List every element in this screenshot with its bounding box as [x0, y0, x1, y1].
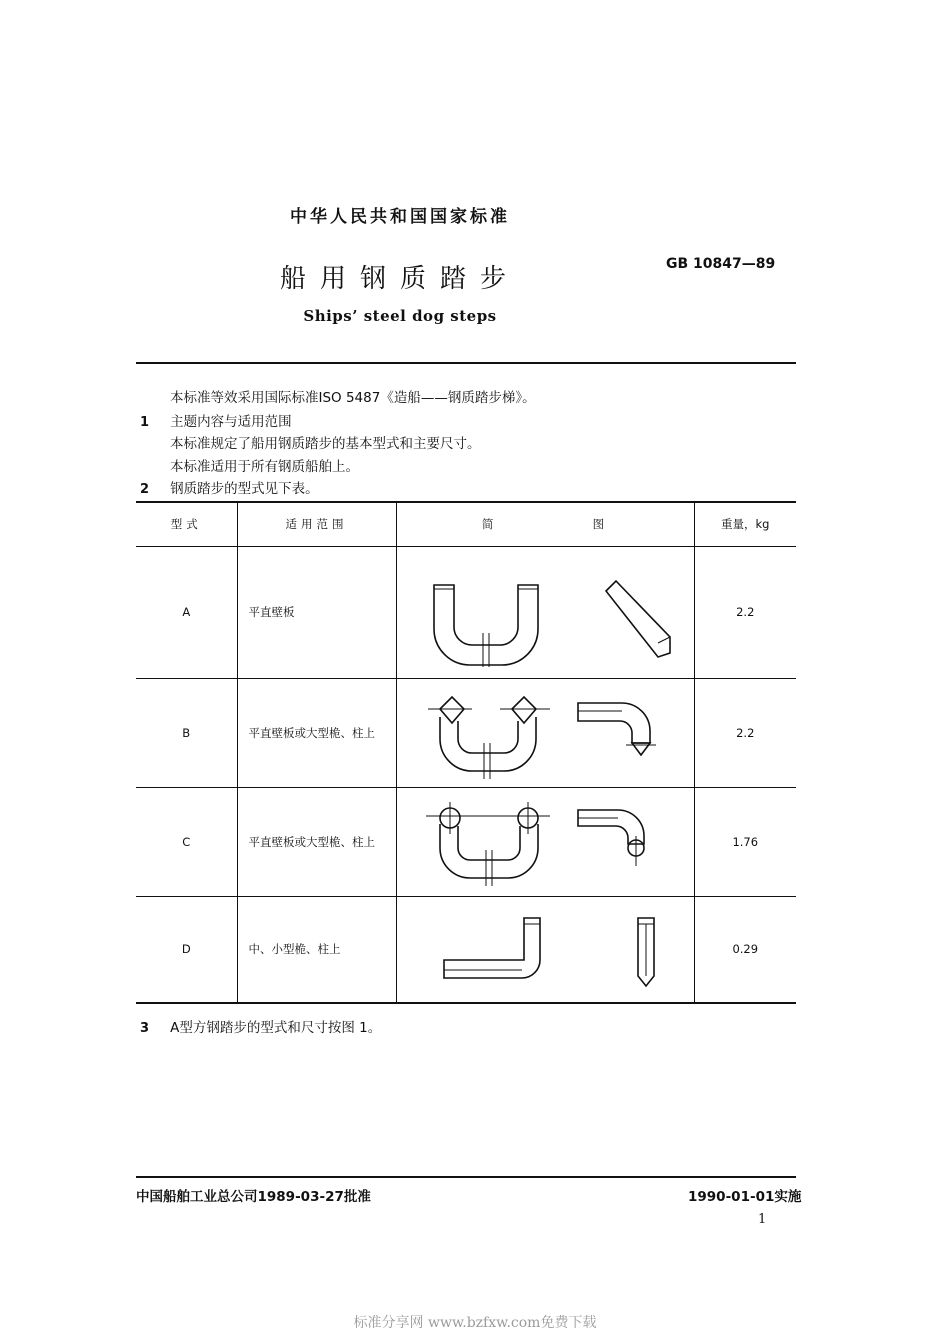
sketch-cell — [396, 787, 694, 896]
title-english: Ships’ steel dog steps — [303, 307, 497, 325]
header-sketch-right: 图 — [592, 517, 609, 532]
weight-cell: 1.76 — [694, 787, 796, 896]
sketch-cell — [396, 896, 694, 1003]
section-1-heading — [140, 410, 292, 430]
scope-cell: 平直壁板或大型桅、柱上 — [237, 787, 396, 896]
section-2-title: 钢质踏步的型式见下表。 — [170, 481, 319, 497]
type-c-sketch — [400, 792, 690, 892]
effective-date: 1990-01-01实施 — [688, 1189, 802, 1205]
table-header-row — [136, 502, 796, 546]
section-3-title: A型方钢踏步的型式和尺寸按图 1。 — [170, 1020, 382, 1036]
weight-cell: 2.2 — [694, 546, 796, 678]
section-3-number: 3 — [140, 1021, 150, 1036]
table-row — [136, 546, 796, 678]
type-b-sketch — [400, 683, 690, 783]
standard-name: 中华人民共和国国家标准 — [290, 207, 510, 227]
weight-cell: 2.2 — [694, 678, 796, 787]
type-a-sketch — [400, 557, 690, 667]
type-cell: C — [182, 834, 191, 849]
weight-cell: 0.29 — [694, 896, 796, 1003]
type-cell: A — [182, 605, 191, 619]
watermark: 标准分享网 www.bzfxw.com免费下载 — [353, 1315, 597, 1331]
table-row — [136, 787, 796, 896]
page-number: 1 — [758, 1212, 767, 1227]
type-cell: D — [181, 942, 191, 957]
sketch-cell — [396, 546, 694, 678]
scope-cell: 中、小型桅、柱上 — [237, 896, 396, 1003]
sketch-cell — [396, 678, 694, 787]
header-rule — [136, 362, 796, 364]
type-cell: B — [182, 725, 191, 740]
scope-cell: 平直壁板或大型桅、柱上 — [237, 678, 396, 787]
section-3-heading — [140, 1016, 381, 1036]
section-2-heading — [140, 477, 319, 497]
section-2-number: 2 — [140, 482, 150, 497]
approval-text: 中国船舶工业总公司1989-03-27批准 — [136, 1189, 371, 1205]
title-chinese: 船用钢质踏步 — [279, 264, 520, 294]
table-row — [136, 678, 796, 787]
scope-cell: 平直壁板 — [237, 546, 396, 678]
header-weight: 重量，kg — [694, 502, 796, 546]
section-1-paragraph-2: 本标准适用于所有钢质船舶上。 — [170, 459, 359, 475]
table-row — [136, 896, 796, 1003]
dog-step-types-table — [136, 501, 796, 1004]
header-sketch-left: 简 — [481, 517, 498, 532]
header-scope: 适用范围 — [237, 502, 396, 546]
header-type: 型式 — [170, 517, 202, 532]
header-sketch — [396, 502, 694, 546]
standard-code: GB 10847—89 — [666, 256, 776, 272]
intro-paragraph: 本标准等效采用国际标准ISO 5487《造船——钢质踏步梯》。 — [170, 390, 536, 406]
section-1-title: 主题内容与适用范围 — [170, 414, 292, 430]
type-d-sketch — [400, 904, 690, 994]
footer-rule — [136, 1176, 796, 1178]
section-1-number: 1 — [140, 415, 150, 430]
section-1-paragraph-1: 本标准规定了船用钢质踏步的基本型式和主要尺寸。 — [170, 436, 481, 452]
